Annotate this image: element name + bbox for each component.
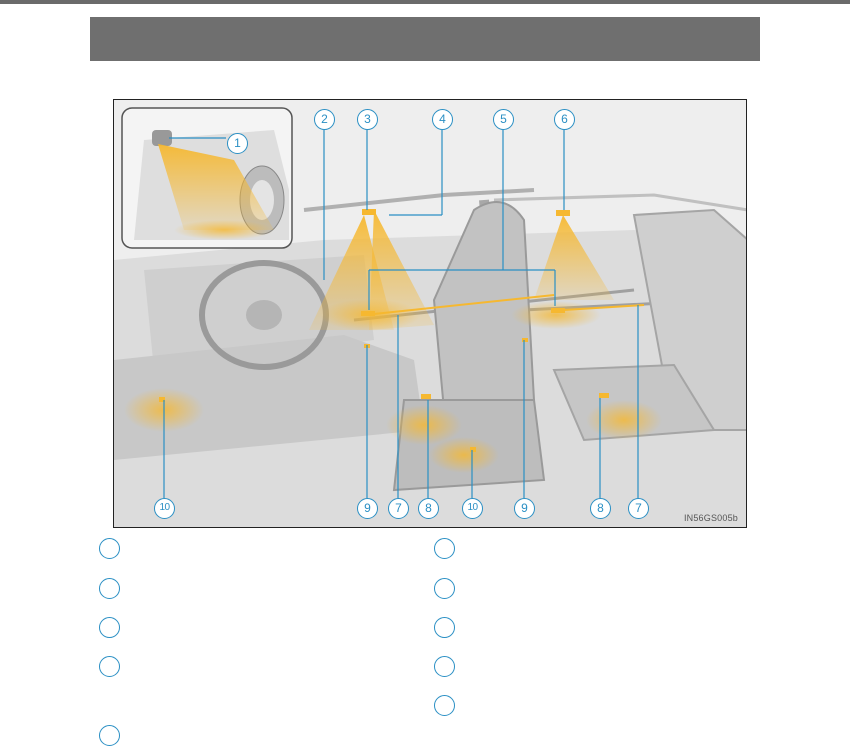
callout-7-front: 7 bbox=[388, 498, 409, 519]
callout-8-front: 8 bbox=[418, 498, 439, 519]
legend-marker bbox=[99, 725, 120, 746]
legend-item-left-4 bbox=[99, 656, 130, 677]
legend-marker bbox=[434, 656, 455, 677]
legend-marker bbox=[434, 695, 455, 716]
callout-8-rear: 8 bbox=[590, 498, 611, 519]
callout-5: 5 bbox=[493, 109, 514, 130]
legend-item-right-5 bbox=[434, 695, 465, 716]
legend-item-left-5 bbox=[99, 725, 130, 746]
callout-7-rear: 7 bbox=[628, 498, 649, 519]
legend-marker bbox=[434, 578, 455, 599]
legend-item-left-2 bbox=[99, 578, 130, 599]
legend-item-right-3 bbox=[434, 617, 465, 638]
legend-marker bbox=[99, 578, 120, 599]
callout-9-front: 9 bbox=[357, 498, 378, 519]
legend-item-right-2 bbox=[434, 578, 465, 599]
callout-2: 2 bbox=[314, 109, 335, 130]
legend-marker bbox=[99, 538, 120, 559]
legend-marker bbox=[434, 538, 455, 559]
figure-code: IN56GS005b bbox=[683, 513, 738, 523]
callout-6: 6 bbox=[554, 109, 575, 130]
legend-item-right-1 bbox=[434, 538, 465, 559]
callout-10-left: 10 bbox=[154, 498, 175, 519]
legend-item-left-3 bbox=[99, 617, 130, 638]
legend-marker bbox=[99, 617, 120, 638]
callout-9-rear: 9 bbox=[514, 498, 535, 519]
top-rule bbox=[0, 0, 850, 4]
callout-4: 4 bbox=[432, 109, 453, 130]
legend-marker bbox=[434, 617, 455, 638]
interior-lights-illustration bbox=[113, 99, 747, 528]
legend-item-left-1 bbox=[99, 538, 130, 559]
section-header-band bbox=[90, 17, 760, 61]
callout-1: 1 bbox=[227, 133, 248, 154]
callout-10-center: 10 bbox=[462, 498, 483, 519]
legend-marker bbox=[99, 656, 120, 677]
legend-item-right-4 bbox=[434, 656, 465, 677]
car-interior-drawing bbox=[114, 100, 747, 528]
callout-3: 3 bbox=[357, 109, 378, 130]
